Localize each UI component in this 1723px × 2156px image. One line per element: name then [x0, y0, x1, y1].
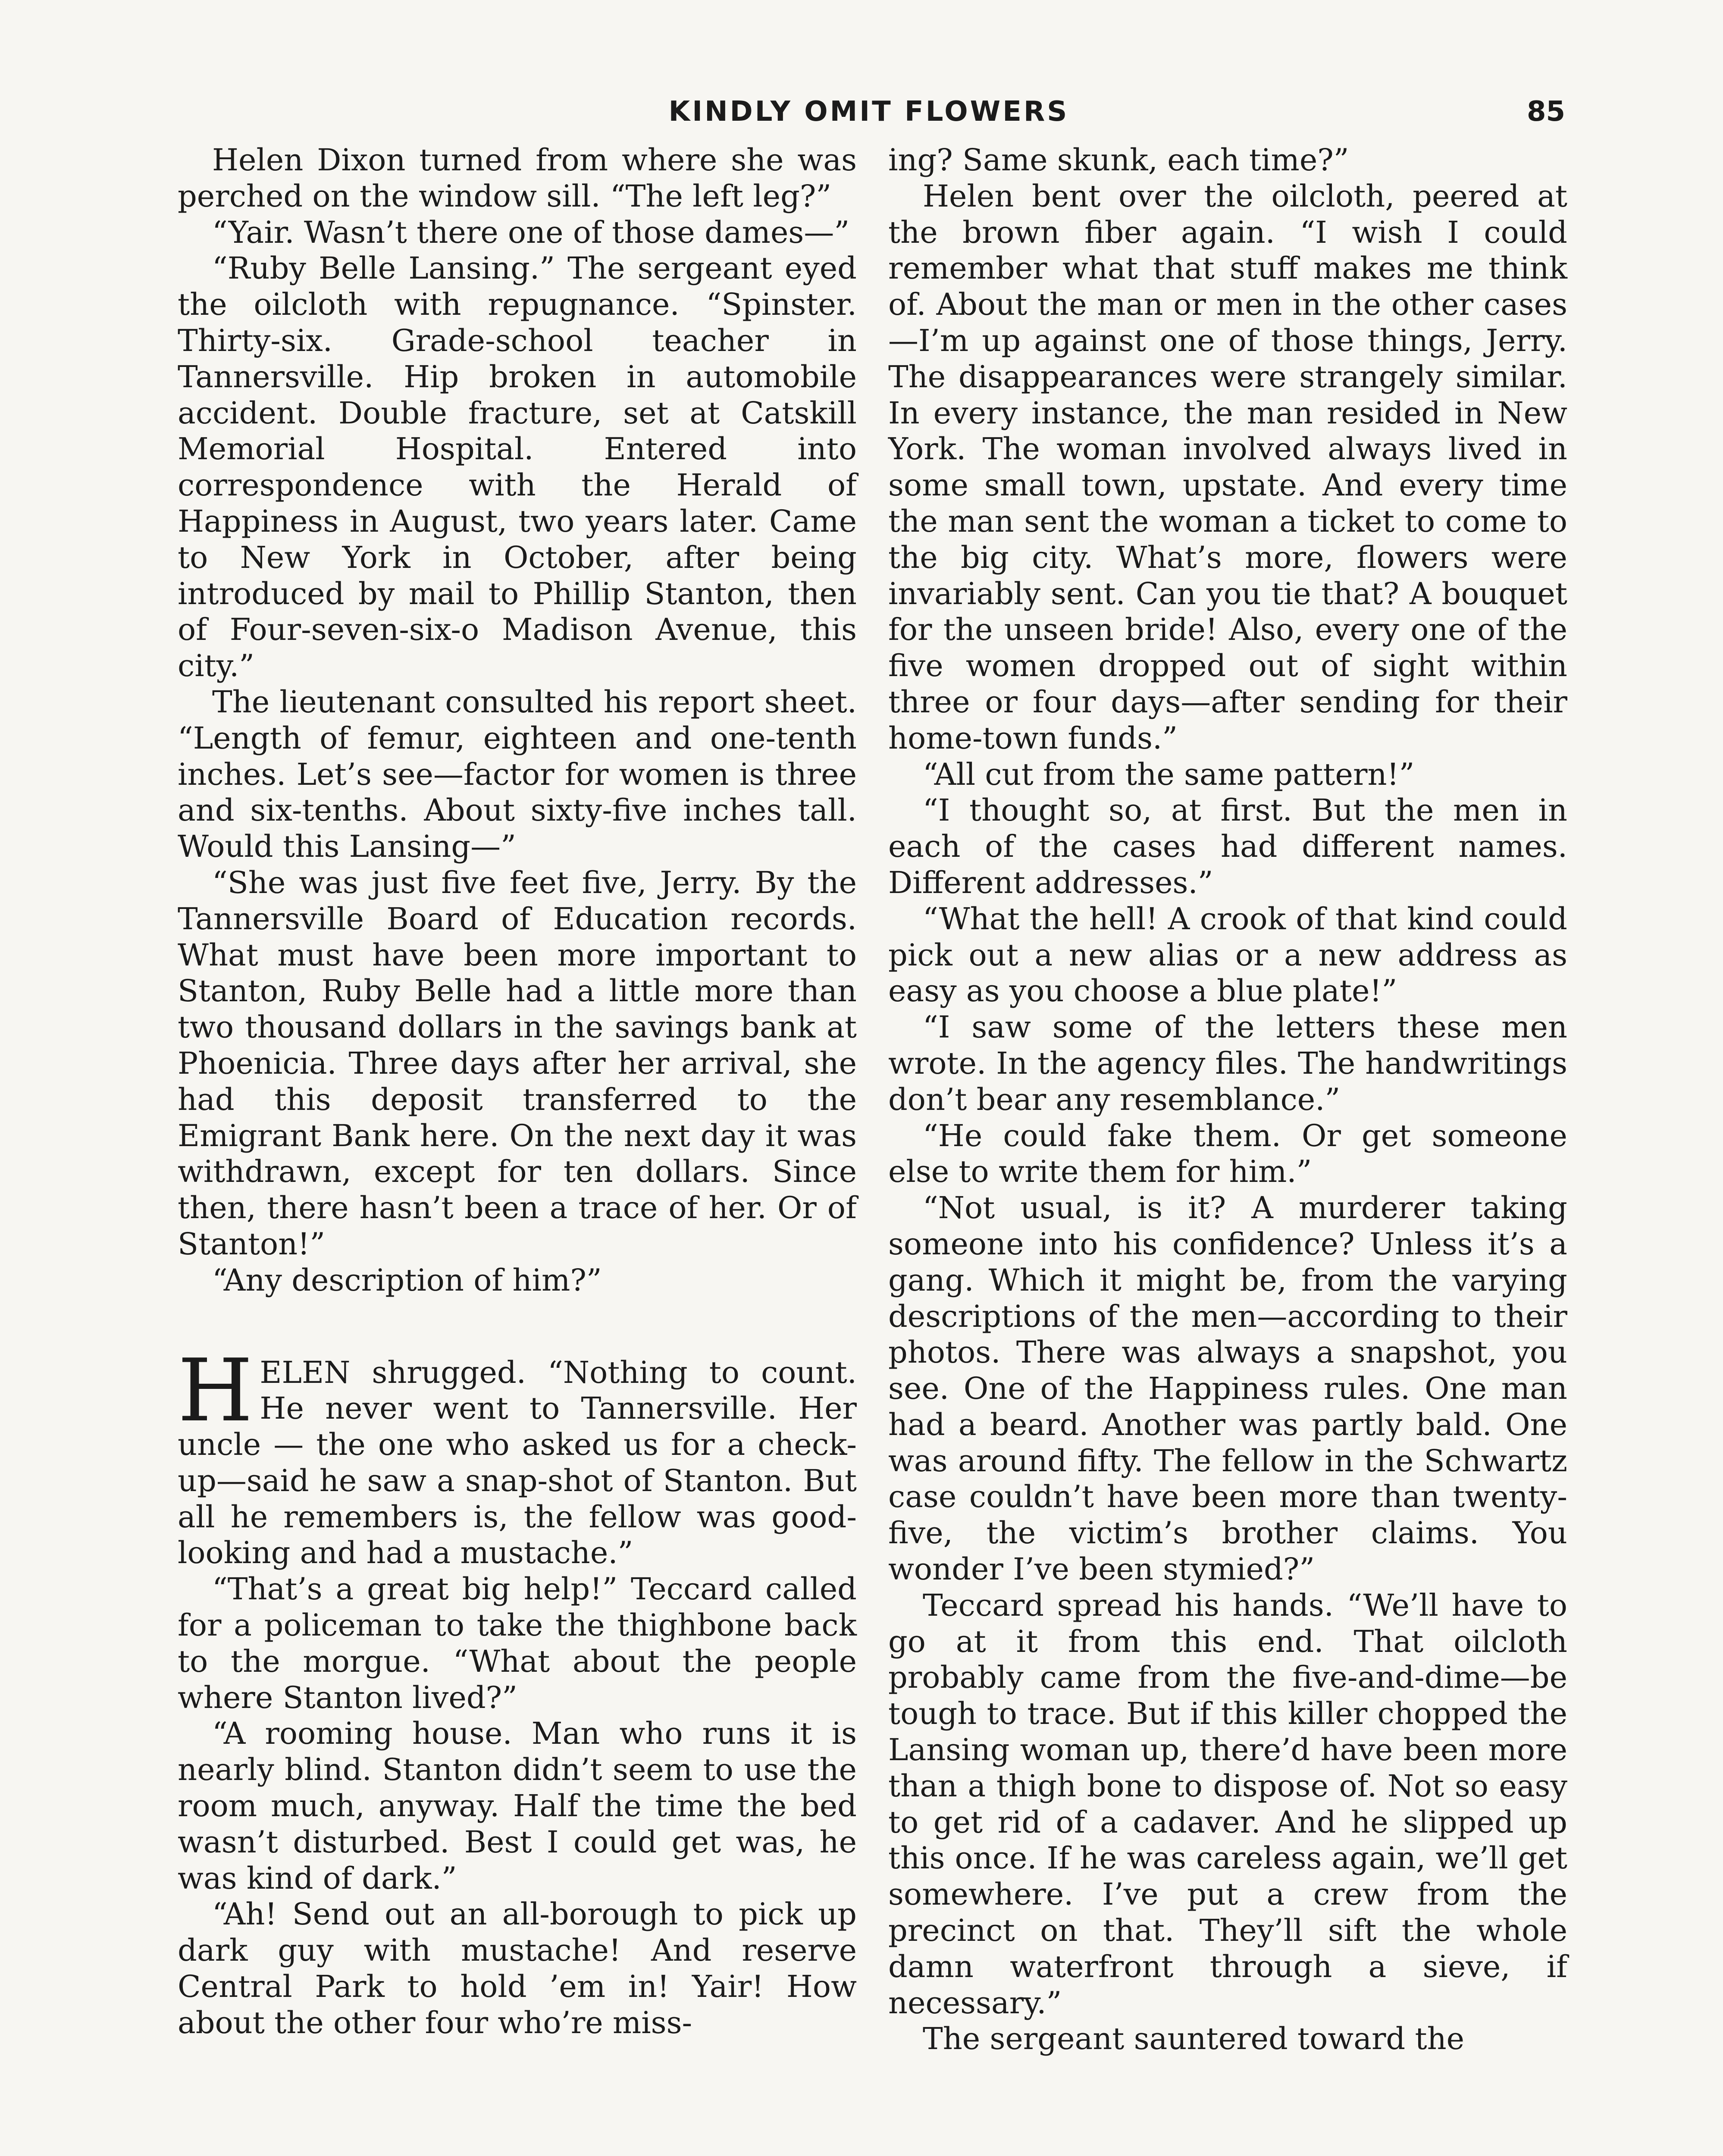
right-column — [888, 142, 1567, 2057]
paragraph: “Ah! Send out an all-borough to pick up dark guy with mustache! And reserve Central Park to hold ’em in! Yair! How about the other four who’re miss- — [178, 1896, 857, 2040]
left-column — [178, 142, 857, 2041]
paragraph: “That’s a great big help!” Teccard called for a policeman to take the thighbone back to the morgue. “What about the people where Stanton lived?” — [178, 1571, 857, 1715]
paragraph: Helen Dixon turned from where she was perched on the window sill. “The left leg?” — [178, 142, 857, 214]
running-title: KINDLY OMIT FLOWERS — [668, 96, 1069, 128]
paragraph: “What the hell! A crook of that kind could pick out a new alias or a new address as easy as you choose a blue plate!” — [888, 901, 1567, 1009]
paragraph: Helen bent over the oilcloth, peered at the brown fiber again. “I wish I could remember what that stuff makes me think of. About the man or men in the other cases—I’m up against one of those things, Jerry. The disappearances were strangely similar. In every instance, the man resided in New York. The woman involved always lived in some small town, upstate. And every time the man sent the woman a ticket to come to the big city. What’s more, flowers were invariably sent. Can you tie that? A bouquet for the unseen bride! Also, every one of the five women dropped out of sight within three or four days—after sending for their home-town funds.” — [888, 178, 1567, 756]
paragraph: “Not usual, is it? A murderer taking someone into his confidence? Unless it’s a gang. Which it might be, from the varying descriptions of the men—according to their photos. There was always a snapshot, you see. One of the Happiness rules. One man had a beard. Another was partly bald. One was around fifty. The fellow in the Schwartz case couldn’t have been more than twenty-five, the victim’s brother claims. You wonder I’ve been stymied?” — [888, 1190, 1567, 1587]
section-opening-paragraph — [178, 1340, 857, 1572]
paragraph: The lieutenant consulted his report sheet. “Length of femur, eighteen and one-tenth inches. Let’s see—factor for women is three and six-tenths. About sixty-five inches tall. Would this Lansing—” — [178, 684, 857, 865]
page-header — [172, 96, 1565, 139]
paragraph: “He could fake them. Or get someone else to write them for him.” — [888, 1118, 1567, 1190]
paragraph: “I saw some of the letters these men wrote. In the agency files. The handwritings don’t bear any resemblance.” — [888, 1009, 1567, 1117]
continued-paragraph: ing? Same skunk, each time?” — [888, 142, 1349, 178]
paragraph: “A rooming house. Man who runs it is nearly blind. Stanton didn’t seem to use the room much, anyway. Half the time the bed wasn’t disturbed. Best I could get was, he was kind of dark.” — [178, 1716, 857, 1896]
paragraph: The sergeant sauntered toward the — [923, 2021, 1465, 2057]
page-number: 85 — [1526, 96, 1565, 128]
paragraph: “Ruby Belle Lansing.” The sergeant eyed the oilcloth with repugnance. “Spinster. Thirty-six. Grade-school teacher in Tannersville. Hip broken in automobile accident. Double fracture, set at Catskill Memorial Hospital. Entered into correspondence with the Herald of Happiness in August, two years later. Came to New York in October, after being introduced by mail to Phillip Stanton, then of Four-seven-six-o Madison Avenue, this city.” — [178, 251, 857, 684]
paragraph: “Any description of him?” — [212, 1262, 602, 1298]
paragraph: “All cut from the same pattern!” — [923, 756, 1415, 792]
paragraph-text: ELEN shrugged. “Nothing to count. He never went to Tannersville. Her uncle — the one who asked us for a check-up—said he saw a snap-shot of Stanton. But all he remembers is, the fellow was good-looking and had a mustache.” — [178, 1354, 857, 1571]
paragraph: “I thought so, at first. But the men in each of the cases had different names. Different addresses.” — [888, 793, 1567, 900]
paragraph: Teccard spread his hands. “We’ll have to go at it from this end. That oilcloth probably came from the five-and-dime—be tough to trace. But if this killer chopped the Lansing woman up, there’d have been more than a thigh bone to dispose of. Not so easy to get rid of a cadaver. And he slipped up this once. If he was careless again, we’ll get somewhere. I’ve put a crew from the precinct on that. They’ll sift the whole damn waterfront through a sieve, if necessary.” — [888, 1587, 1567, 2021]
paragraph: “She was just five feet five, Jerry. By the Tannersville Board of Education records. What must have been more important to Stanton, Ruby Belle had a little more than two thousand dollars in the savings bank at Phoenicia. Three days after her arrival, she had this deposit transferred to the Emigrant Bank here. On the next day it was withdrawn, except for ten dollars. Since then, there hasn’t been a trace of her. Or of Stanton!” — [178, 865, 857, 1262]
drop-cap: H — [178, 1340, 253, 1441]
paragraph: “Yair. Wasn’t there one of those dames—” — [212, 214, 850, 250]
